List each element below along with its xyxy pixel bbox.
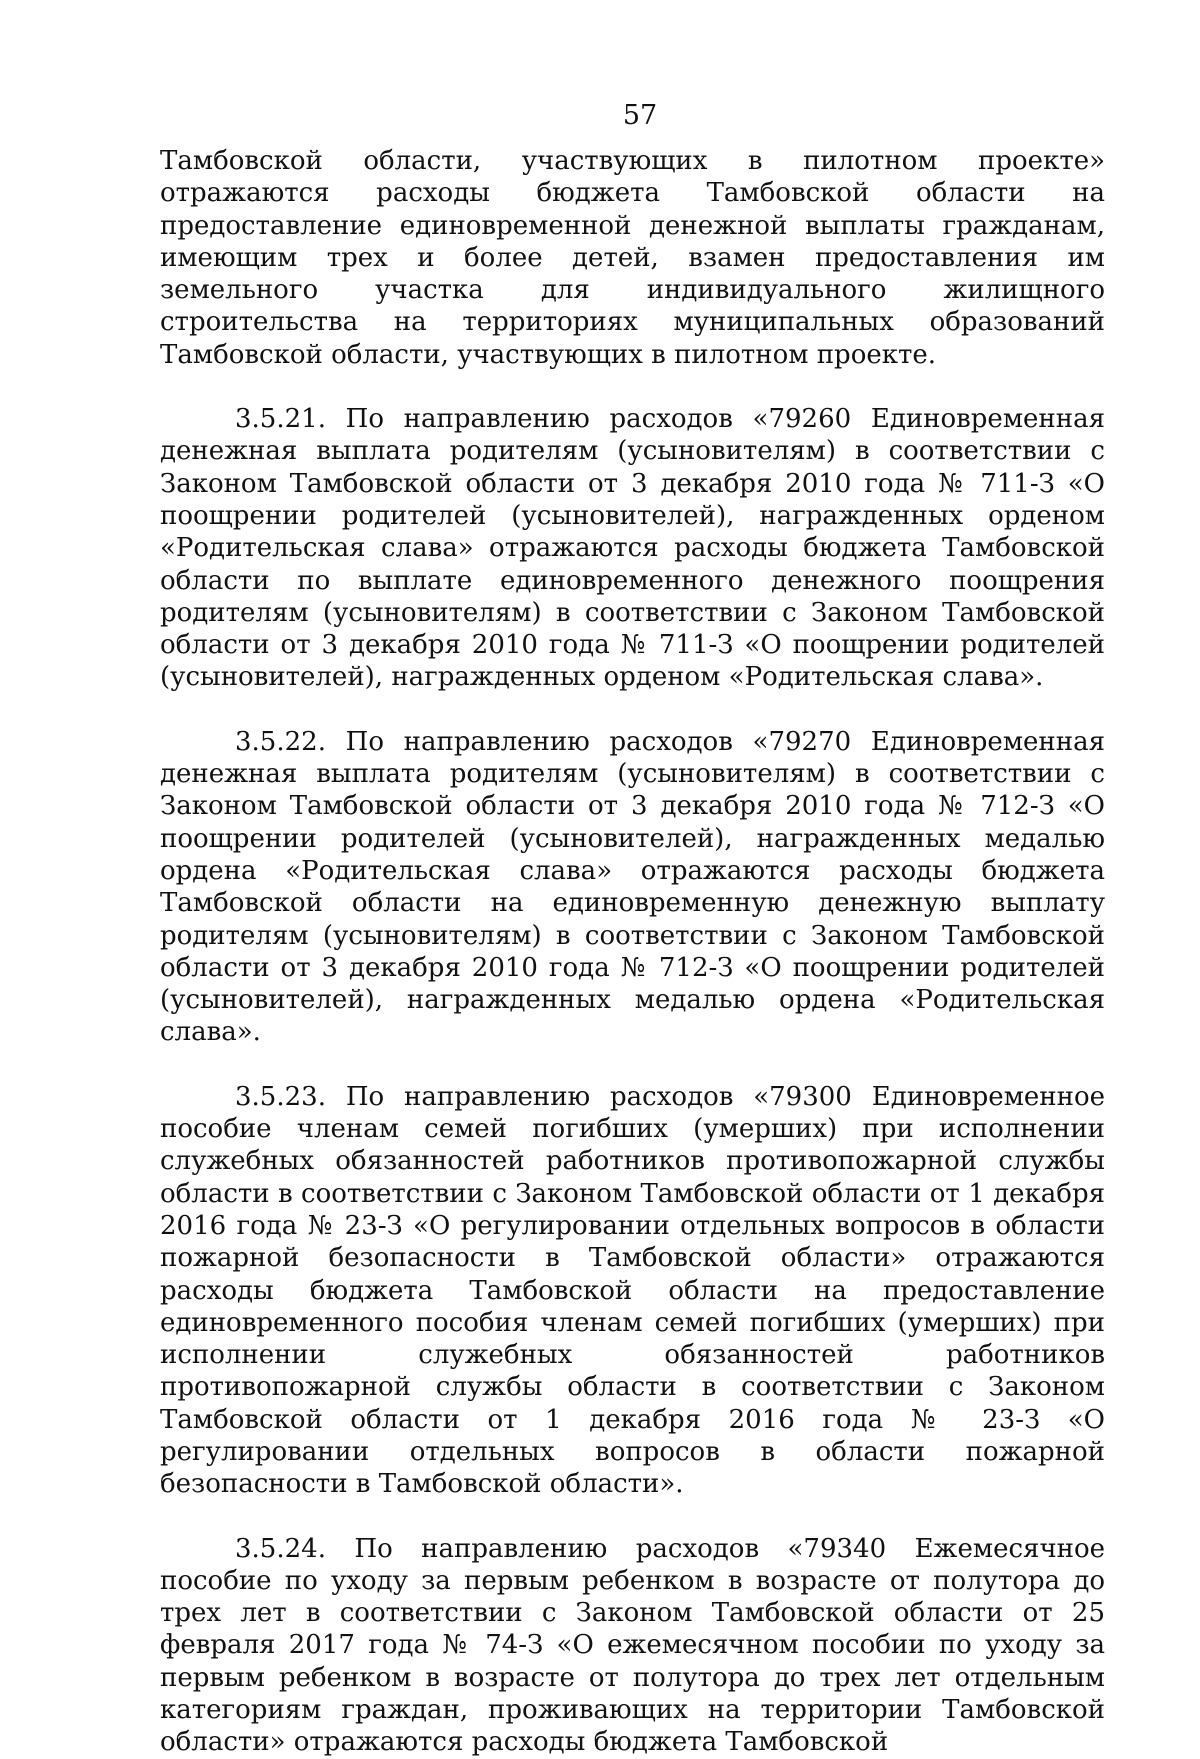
paragraph-gap	[160, 1049, 1105, 1081]
paragraph-3-5-22: 3.5.22. По направлению расходов «79270 Единовременная денежная выплата родителям (усыновителям) в соответствии с Законом Тамбовской области от 3 декабря 2010 года № 712-З «О поощрении родителей (усыновителей), награжденных медалью ордена «Родительская слава» отражаются расходы бюджета Тамбовской области на единовременную денежную выплату родителям (усыновителям) в соответствии с Законом Тамбовской области от 3 декабря 2010 года № 712-З «О поощрении родителей (усыновителей), награжденных медалью ордена «Родительская слава».	[160, 726, 1105, 1048]
paragraph-gap	[160, 371, 1105, 403]
paragraph-3-5-23: 3.5.23. По направлению расходов «79300 Единовременное пособие членам семей погибших (умерших) при исполнении служебных обязанностей работников противопожарной службы области в соответствии с Законом Тамбовской области от 1 декабря 2016 года № 23-З «О регулировании отдельных вопросов в области пожарной безопасности в Тамбовской области» отражаются расходы бюджета Тамбовской области на предоставление единовременного пособия членам семей погибших (умерших) при исполнении служебных обязанностей работников противопожарной службы области в соответствии с Законом Тамбовской области от 1 декабря 2016 года № 23-З «О регулировании отдельных вопросов в области пожарной безопасности в Тамбовской области».	[160, 1081, 1105, 1500]
paragraph-continuation: Тамбовской области, участвующих в пилотном проекте» отражаются расходы бюджета Тамбовской области на предоставление единовременной денежной выплаты гражданам, имеющим трех и более детей, взамен предоставления им земельного участка для индивидуального жилищного строительства на территориях муниципальных образований Тамбовской области, участвующих в пилотном проекте.	[160, 146, 1105, 370]
paragraph-gap	[160, 1501, 1105, 1533]
page-number: 57	[622, 100, 658, 131]
paragraph-3-5-21: 3.5.21. По направлению расходов «79260 Единовременная денежная выплата родителям (усыновителям) в соответствии с Законом Тамбовской области от 3 декабря 2010 года № 711-З «О поощрении родителей (усыновителей), награжденных орденом «Родительская слава» отражаются расходы бюджета Тамбовской области по выплате единовременного денежного поощрения родителям (усыновителям) в соответствии с Законом Тамбовской области от 3 декабря 2010 года № 711-З «О поощрении родителей (усыновителей), награжденных орденом «Родительская слава».	[160, 404, 1105, 693]
document-body	[160, 145, 1105, 1759]
paragraph-3-5-24: 3.5.24. По направлению расходов «79340 Ежемесячное пособие по уходу за первым ребенком в возрасте от полутора до трех лет в соответствии с Законом Тамбовской области от 25 февраля 2017 года № 74-З «О ежемесячном пособии по уходу за первым ребенком в возрасте от полутора до трех лет отдельным категориям граждан, проживающих на территории Тамбовской области» отражаются расходы бюджета Тамбовской	[160, 1533, 1105, 1758]
paragraph-gap	[160, 694, 1105, 726]
